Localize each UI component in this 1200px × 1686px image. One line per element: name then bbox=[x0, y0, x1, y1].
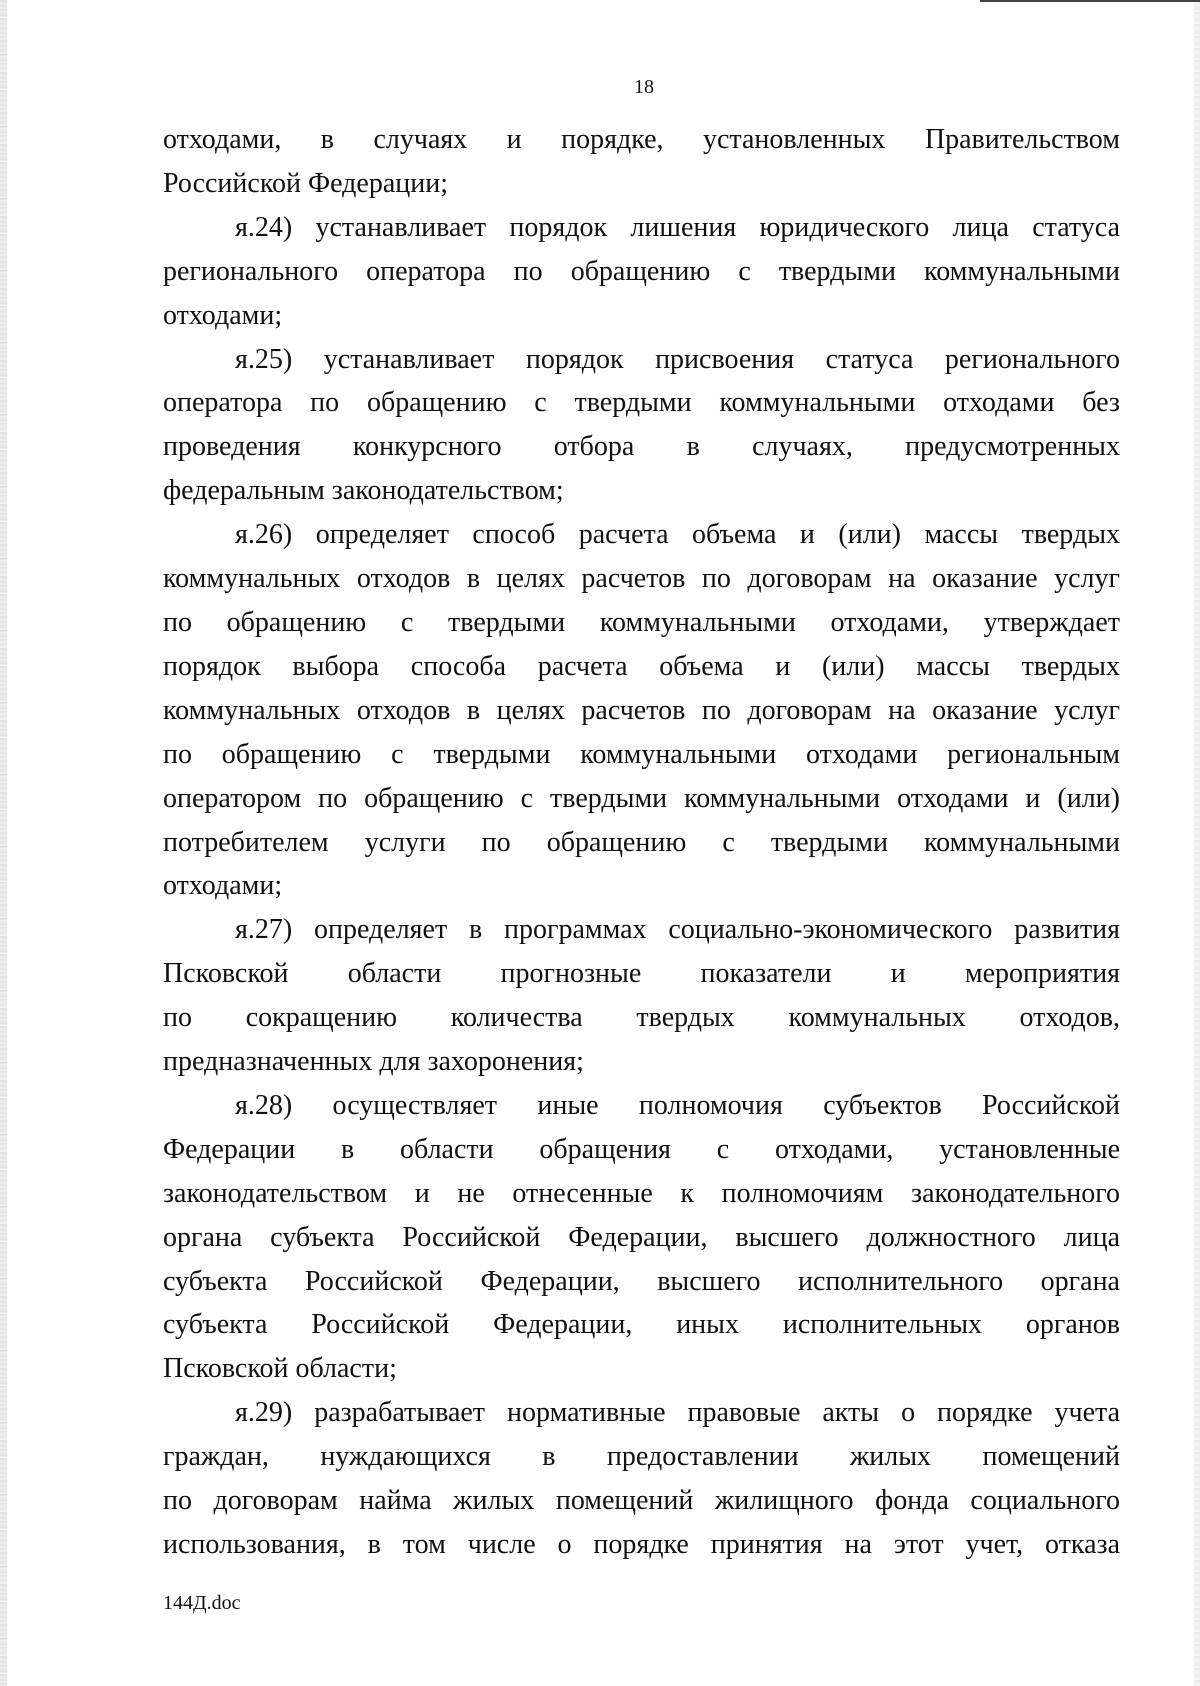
paragraph-ya27 bbox=[163, 908, 1120, 1084]
text-line: по обращению с твердыми коммунальными отходами региональным bbox=[163, 738, 1120, 770]
text-line: отходами, в случаях и порядке, установленных Правительством bbox=[163, 124, 1120, 155]
text-line: регионального оператора по обращению с твердыми коммунальными bbox=[163, 255, 1120, 287]
text-line: органа субъекта Российской Федерации, высшего должностного лица bbox=[163, 1221, 1120, 1253]
text-line: коммунальных отходов в целях расчетов по договорам на оказание услуг bbox=[163, 694, 1120, 726]
text-line: я.28) осуществляет иные полномочия субъектов Российской bbox=[235, 1089, 1120, 1121]
paragraph-ya24 bbox=[163, 206, 1120, 338]
text-line: отходами; bbox=[163, 299, 283, 331]
scan-edge-right bbox=[1194, 0, 1200, 1686]
text-line: Российской Федерации; bbox=[163, 167, 449, 199]
text-line: коммунальных отходов в целях расчетов по договорам на оказание услуг bbox=[163, 563, 1120, 595]
text-line: я.27) определяет в программах социально-экономического развития bbox=[235, 914, 1120, 946]
text-line: Псковской области; bbox=[163, 1353, 397, 1385]
text-line: я.26) определяет способ расчета объема и (или) массы твердых bbox=[235, 519, 1120, 551]
text-line: порядок выбора способа расчета объема и (или) массы твердых bbox=[163, 650, 1120, 682]
text-line: по договорам найма жилых помещений жилищного фонда социального bbox=[163, 1485, 1120, 1517]
paragraph-ya28 bbox=[163, 1084, 1120, 1391]
text-line: субъекта Российской Федерации, иных исполнительных органов bbox=[163, 1309, 1120, 1341]
text-line: использования, в том числе о порядке принятия на этот учет, отказа bbox=[163, 1529, 1120, 1560]
paragraph-ya25 bbox=[163, 338, 1120, 514]
text-line: Федерации в области обращения с отходами, установленные bbox=[163, 1133, 1120, 1165]
text-line: федеральным законодательством; bbox=[163, 475, 564, 507]
scan-edge-left bbox=[0, 0, 7, 1686]
paragraph-continuation bbox=[163, 118, 1120, 206]
document-body bbox=[163, 118, 1120, 1567]
text-line: я.25) устанавливает порядок присвоения статуса регионального bbox=[235, 343, 1120, 375]
text-line: проведения конкурсного отбора в случаях, предусмотренных bbox=[163, 431, 1120, 463]
text-line: я.24) устанавливает порядок лишения юридического лица статуса bbox=[235, 211, 1120, 243]
text-line: субъекта Российской Федерации, высшего исполнительного органа bbox=[163, 1265, 1120, 1297]
text-line: по обращению с твердыми коммунальными отходами, утверждает bbox=[163, 606, 1120, 638]
text-line: предназначенных для захоронения; bbox=[163, 1046, 584, 1078]
scan-top-line bbox=[980, 0, 1200, 2]
paragraph-ya29 bbox=[163, 1391, 1120, 1567]
page-number: 18 bbox=[634, 76, 654, 98]
text-line: законодательством и не отнесенные к полномочиям законодательного bbox=[163, 1177, 1120, 1209]
text-line: я.29) разрабатывает нормативные правовые акты о порядке учета bbox=[235, 1397, 1120, 1429]
text-line: оператором по обращению с твердыми коммунальными отходами и (или) bbox=[163, 782, 1120, 814]
text-line: по сокращению количества твердых коммунальных отходов, bbox=[163, 1002, 1120, 1034]
text-line: Псковской области прогнозные показатели и мероприятия bbox=[163, 958, 1120, 990]
text-line: оператора по обращению с твердыми коммунальными отходами без bbox=[163, 387, 1120, 419]
footer-filename: 144Д.doc bbox=[163, 1592, 241, 1614]
text-line: граждан, нуждающихся в предоставлении жилых помещений bbox=[163, 1441, 1120, 1473]
paragraph-ya26 bbox=[163, 513, 1120, 908]
text-line: отходами; bbox=[163, 870, 283, 902]
text-line: потребителем услуги по обращению с твердыми коммунальными bbox=[163, 826, 1120, 858]
